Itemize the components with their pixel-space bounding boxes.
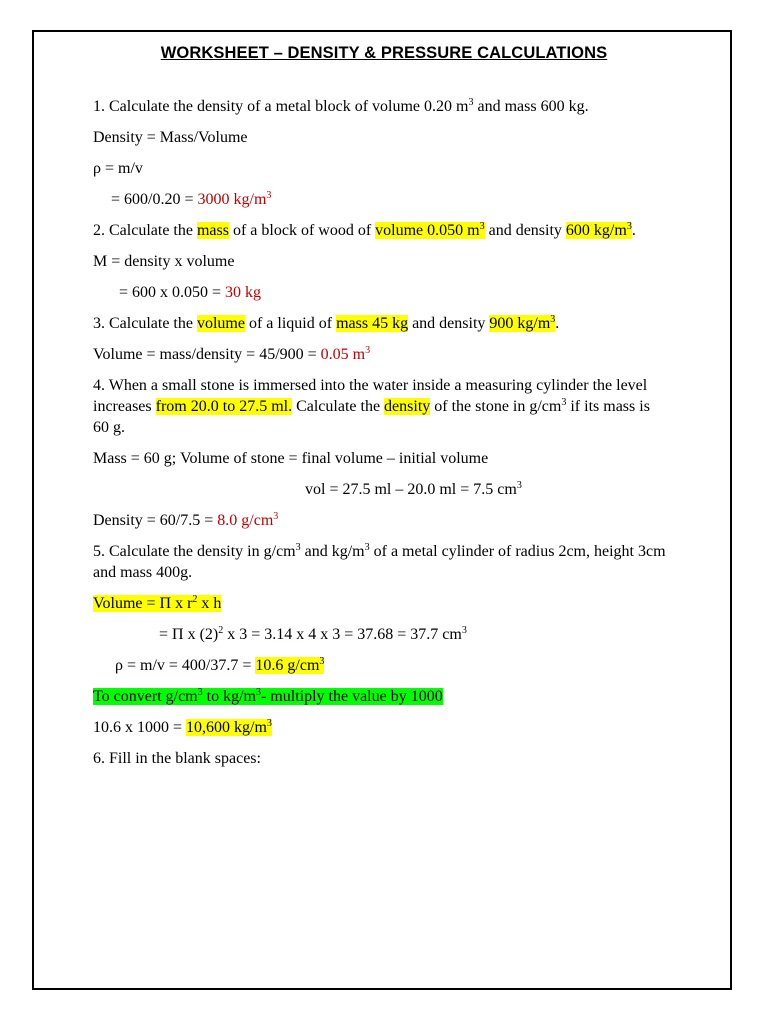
q1-formula: Density = Mass/Volume [93,129,248,146]
q5-rho-calculation: ρ = m/v = 400/37.7 = 10.6 $g/cm^3$ [115,656,325,674]
q1-calculation: = 600/0.20 = 3000 $kg/m^3$ [111,190,272,208]
q2-formula: M = density x volume [93,253,235,270]
q4-answer: 8.0 $g/cm^3$ [217,511,279,529]
worksheet-title: WORKSHEET – DENSITY & PRESSURE CALCULATIONS [160,44,608,62]
q3-calculation: Volume = mass/density = 45/900 = 0.05 $m^3$ [93,345,371,363]
question-1: 1. Calculate the density of a metal block of volume 0.20 $m^3$ and mass 600 kg. [93,97,589,115]
question-4: 4. When a small stone is immersed into the water inside a measuring cylinder the level increases from 20.0 to 27.5 ml. Calculate the density of the stone in $g/cm^3$ if its mass is 60 g. [93,377,650,436]
question-5: 5. Calculate the density in $g/cm^3$ and $kg/m^3$ of a metal cylinder of radius 2cm, height 3cm and mass 400g. [93,542,666,581]
q4-density-calculation: Density = 60/7.5 = 8.0 $g/cm^3$ [93,511,279,529]
q1-rho: ρ = m/v [93,160,143,177]
q4-mass-line: Mass = 60 g; Volume of stone = final volume – initial volume [93,450,489,467]
q5-convert-answer: 10,600 $kg/m^3$ [186,718,272,736]
q5-rho-answer: 10.6 $g/cm^3$ [255,656,325,674]
q4-volume-line: vol = 27.5 ml – 20.0 ml = 7.5 $cm^3$ [305,480,522,498]
q2-calculation: = 600 x 0.050 = 30 kg [119,284,262,301]
question-3: 3. Calculate the volume of a liquid of mass 45 kg and density 900 $kg/m^3$. [93,314,560,332]
q2-answer: 30 kg [225,284,262,301]
q5-conversion-calculation: 10.6 x 1000 = 10,600 $kg/m^3$ [93,718,272,736]
question-2: 2. Calculate the mass of a block of wood of volume 0.050 $m^3$ and density 600 $kg/m^3$. [93,221,636,239]
q5-volume-formula: Volume = Π x $r^2$ x h [93,594,222,612]
question-6: 6. Fill in the blank spaces: [93,750,261,767]
q5-conversion-note: To convert $g/cm^3$ to $kg/m^3-$ multiply the value by 1000 [93,687,443,705]
worksheet-content [93,96,668,779]
q1-answer: 3000 $kg/m^3$ [197,190,272,208]
q3-answer: 0.05 $m^3$ [320,345,371,363]
q5-volume-calculation: = Π x $(2)^2$ x 3 = 3.14 x 4 x 3 = 37.68 = 37.7 $cm^3$ [159,625,467,643]
